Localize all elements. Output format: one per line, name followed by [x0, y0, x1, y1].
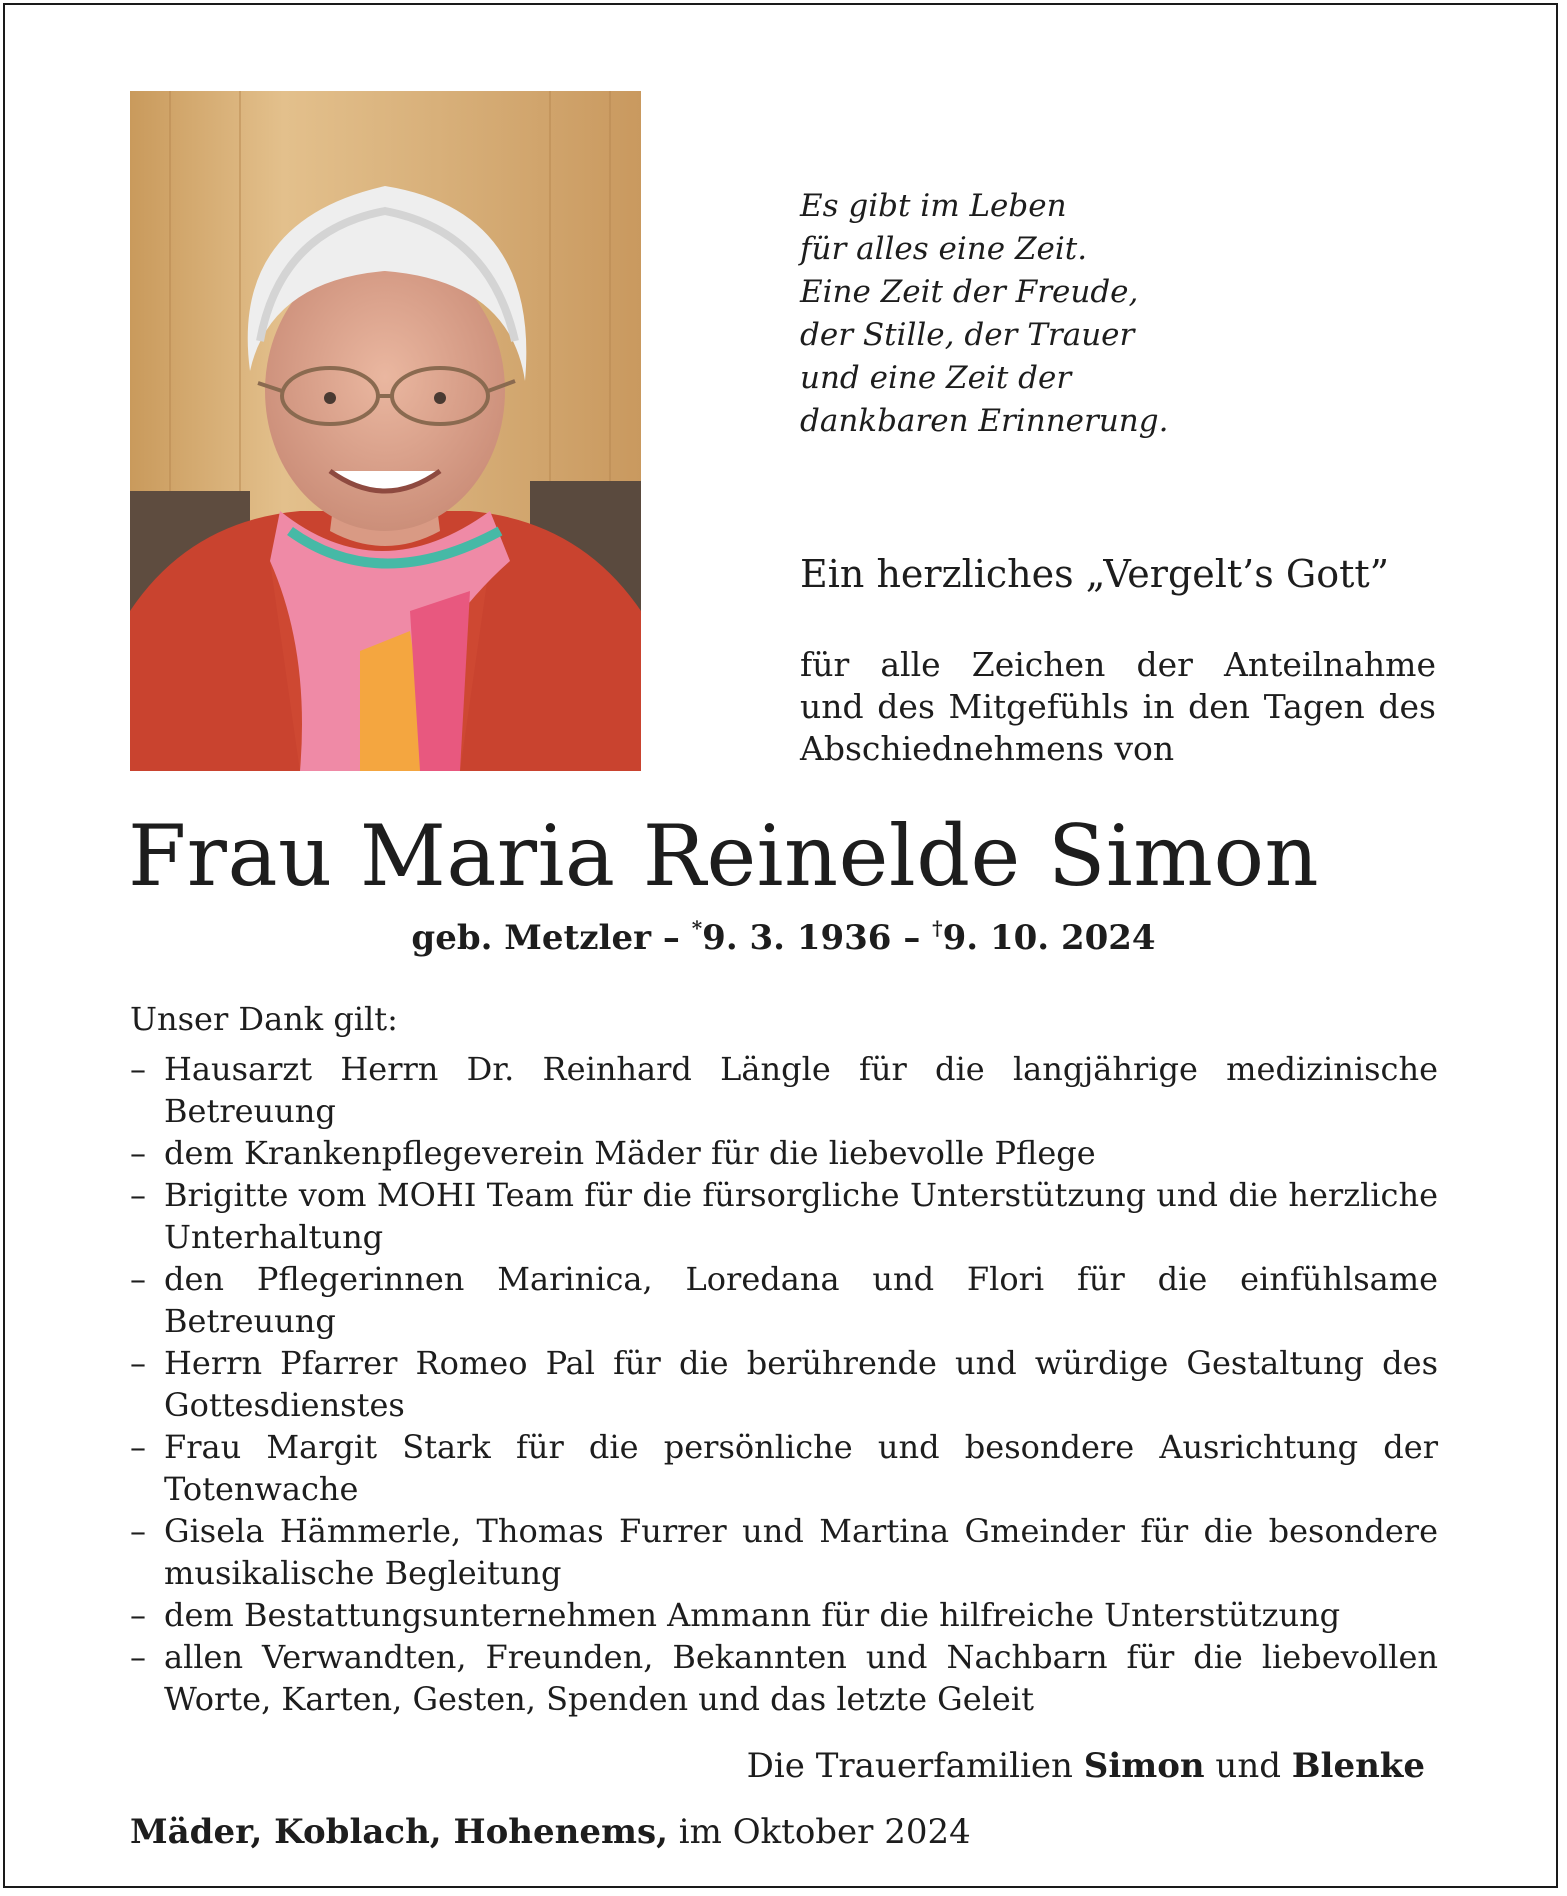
list-dash: – — [130, 1260, 146, 1298]
list-item-text: den Pflegerinnen Marinica, Loredana und Flori für die einfühlsame Betreuung — [164, 1260, 1438, 1340]
place-date — [130, 1812, 971, 1852]
list-item-text: allen Verwandten, Freunden, Bekannten und Nachbarn für die liebevollen Worte, Karten, Gesten, Spenden und das letzte Geleit — [164, 1638, 1438, 1718]
deceased-name: Frau Maria Reinelde Simon — [128, 807, 1320, 905]
separator: – — [903, 918, 921, 958]
list-item — [130, 1594, 1438, 1636]
poem-line: Es gibt im Leben — [800, 188, 1067, 224]
born-symbol: * — [691, 916, 703, 940]
maiden-name: geb. Metzler — [411, 918, 652, 958]
list-dash: – — [130, 1596, 146, 1634]
died-symbol: † — [932, 916, 943, 940]
list-item-text: Frau Margit Stark für die persönliche und besondere Ausrichtung der Totenwache — [164, 1428, 1438, 1508]
signature — [747, 1746, 1425, 1786]
death-date: 9. 10. 2024 — [942, 918, 1156, 958]
list-item — [130, 1636, 1438, 1720]
list-item — [130, 1132, 1438, 1174]
poem-line: der Stille, der Trauer — [800, 317, 1135, 353]
poem-line: und eine Zeit der — [800, 360, 1072, 396]
poem — [800, 185, 1220, 443]
family-name: Simon — [1083, 1746, 1205, 1786]
list-dash: – — [130, 1512, 146, 1550]
list-dash: – — [130, 1176, 146, 1214]
list-item-text: Brigitte vom MOHI Team für die fürsorgliche Unterstützung und die herzliche Unterhaltung — [164, 1176, 1438, 1256]
family-name: Blenke — [1291, 1746, 1425, 1786]
list-dash: – — [130, 1428, 146, 1466]
thanks-intro-line: und des Mitgefühls in den Tagen des — [800, 687, 1436, 726]
list-dash: – — [130, 1344, 146, 1382]
life-dates — [0, 916, 1567, 958]
list-item — [130, 1342, 1438, 1426]
list-item-text: dem Bestattungsunternehmen Ammann für die hilfreiche Unterstützung — [164, 1596, 1341, 1634]
list-item-text: dem Krankenpflegeverein Mäder für die liebevolle Pflege — [164, 1134, 1096, 1172]
list-item-text: Gisela Hämmerle, Thomas Furrer und Martina Gmeinder für die besondere musikalische Begleitung — [164, 1512, 1438, 1592]
list-item — [130, 1048, 1438, 1132]
list-item — [130, 1258, 1438, 1342]
date: im Oktober 2024 — [678, 1812, 971, 1852]
poem-line: für alles eine Zeit. — [800, 231, 1088, 267]
portrait-photo — [130, 91, 641, 771]
list-dash: – — [130, 1050, 146, 1088]
thanks-intro-line: für alle Zeichen der Anteilnahme — [800, 645, 1436, 684]
list-item — [130, 1174, 1438, 1258]
signature-prefix: Die Trauerfamilien — [746, 1746, 1073, 1786]
list-item — [130, 1426, 1438, 1510]
gratitude-intro: Unser Dank gilt: — [130, 1000, 398, 1038]
signature-conj: und — [1215, 1746, 1281, 1786]
places: Mäder, Koblach, Hohenems, — [130, 1812, 668, 1852]
thanks-intro — [800, 644, 1436, 770]
separator: – — [662, 918, 680, 958]
thanks-intro-line: Abschiednehmens von — [800, 729, 1175, 768]
poem-line: dankbaren Erinnerung. — [800, 403, 1169, 439]
birth-date: 9. 3. 1936 — [702, 918, 892, 958]
list-item-text: Hausarzt Herrn Dr. Reinhard Längle für die langjährige medizinische Betreuung — [164, 1050, 1438, 1130]
list-item — [130, 1510, 1438, 1594]
thanks-heading: Ein herzliches „Vergelt’s Gott” — [800, 552, 1390, 596]
list-dash: – — [130, 1134, 146, 1172]
poem-line: Eine Zeit der Freude, — [800, 274, 1139, 310]
list-item-text: Herrn Pfarrer Romeo Pal für die berührende und würdige Gestaltung des Gottesdienstes — [164, 1344, 1438, 1424]
list-dash: – — [130, 1638, 146, 1676]
gratitude-list — [130, 1048, 1438, 1720]
